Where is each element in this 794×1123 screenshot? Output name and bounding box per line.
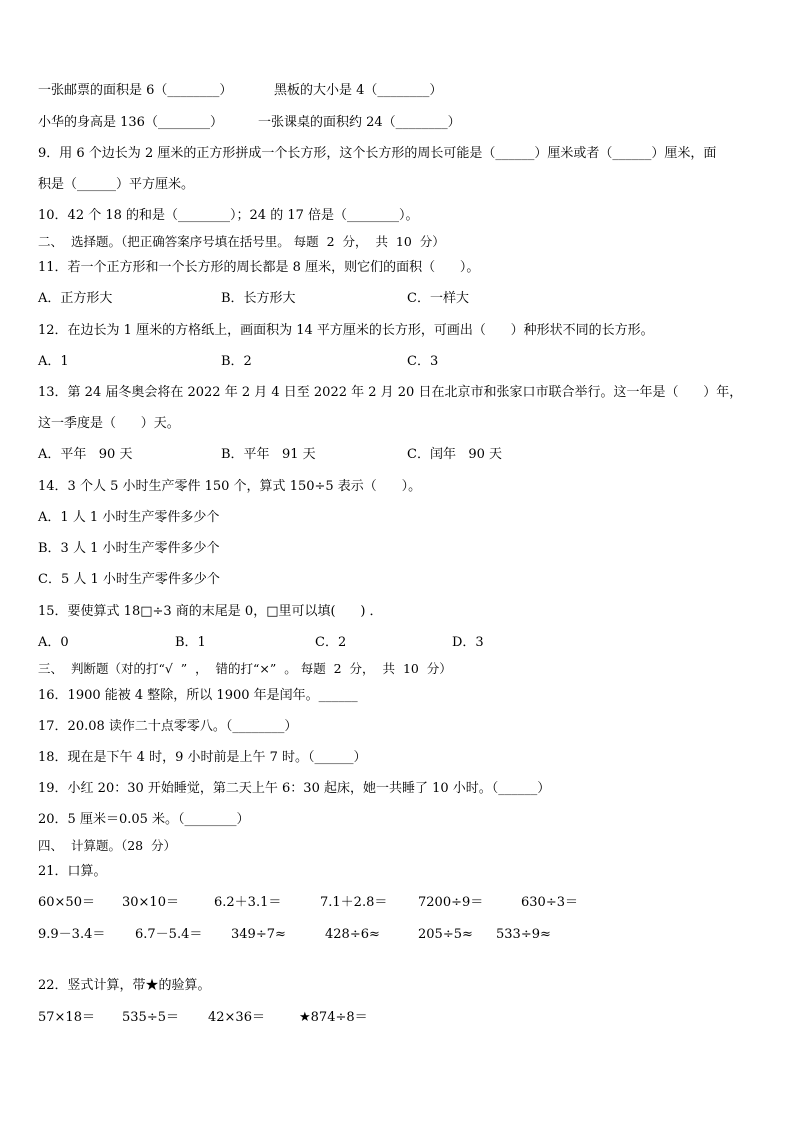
- option-c: C．闰年 90 天: [407, 447, 503, 462]
- calc-item: 6.7－5.4＝: [135, 927, 203, 942]
- question-18: 18．现在是下午 4 时，9 小时前是上午 7 时。（______）: [38, 750, 367, 765]
- option-c: C．一样大: [407, 291, 469, 306]
- calc-item: 6.2＋3.1＝: [214, 895, 282, 910]
- question-13-line-2: 这一季度是（ ）天。: [38, 416, 180, 431]
- question-14-option-b: B．3 人 1 小时生产零件多少个: [38, 541, 220, 556]
- line-blackboard-size: 黑板的大小是 4（________）: [274, 83, 443, 98]
- question-17: 17．20.08 读作二十点零零八。（________）: [38, 719, 298, 734]
- option-b: B．1: [175, 635, 206, 650]
- calc-item: 9.9－3.4＝: [38, 927, 106, 942]
- question-12: 12．在边长为 1 厘米的方格纸上，画面积为 14 平方厘米的长方形，可画出（ ）种形状不同的长方形。: [38, 323, 654, 338]
- section-3-heading: 三、 判断题（对的打“√ ” ， 错的打“×” 。 每题 2 分， 共 10 分）: [38, 661, 452, 676]
- calc-item: ★874÷8＝: [299, 1010, 368, 1025]
- calc-item: 30×10＝: [122, 895, 179, 910]
- calc-item: 349÷7≈: [231, 927, 286, 942]
- question-19: 19．小红 20：30 开始睡觉，第二天上午 6：30 起床，她一共睡了 10 小时。（______）: [38, 781, 551, 796]
- calc-item: 42×36＝: [208, 1010, 265, 1025]
- option-c: C．2: [315, 635, 347, 650]
- calc-item: 7200÷9＝: [418, 895, 484, 910]
- section-2-heading: 二、 选择题。（把正确答案序号填在括号里。 每题 2 分， 共 10 分）: [38, 234, 445, 249]
- section-4-heading: 四、 计算题。（28 分）: [38, 838, 177, 853]
- option-b: B．2: [221, 354, 252, 369]
- calc-item: 533÷9≈: [496, 927, 551, 942]
- calc-item: 60×50＝: [38, 895, 95, 910]
- question-21: 21．口算。: [38, 864, 107, 879]
- option-b: B．平年 91 天: [221, 447, 316, 462]
- calc-item: 630÷3＝: [521, 895, 578, 910]
- question-16: 16．1900 能被 4 整除，所以 1900 年是闰年。______: [38, 688, 358, 703]
- question-14-option-c: C．5 人 1 小时生产零件多少个: [38, 572, 220, 587]
- question-13-line-1: 13．第 24 届冬奥会将在 2022 年 2 月 4 日至 2022 年 2 月 20 日在北京市和张家口市联合举行。这一年是（ ）年，: [38, 385, 743, 400]
- option-b: B．长方形大: [221, 291, 296, 306]
- option-a: A．0: [38, 635, 69, 650]
- vertical-calc-row: [38, 1010, 368, 1090]
- calc-item: 7.1＋2.8＝: [320, 895, 388, 910]
- question-11: 11．若一个正方形和一个长方形的周长都是 8 厘米，则它们的面积（ ）。: [38, 260, 480, 275]
- calc-item: 428÷6≈: [325, 927, 380, 942]
- question-10: 10．42 个 18 的和是（________）；24 的 17 倍是（________）。: [38, 208, 419, 223]
- calc-item: 535÷5＝: [122, 1010, 179, 1025]
- question-22: 22．竖式计算，带★的验算。: [38, 978, 211, 993]
- line-stamp-area: 一张邮票的面积是 6（________）: [38, 83, 233, 98]
- calc-item: 205÷5≈: [418, 927, 473, 942]
- option-a: A．平年 90 天: [38, 447, 133, 462]
- option-c: C．3: [407, 354, 439, 369]
- question-20: 20．5 厘米＝0.05 米。（________）: [38, 812, 250, 827]
- line-desk-area: 一张课桌的面积约 24（________）: [258, 115, 461, 130]
- question-9-line-2: 积是（______）平方厘米。: [38, 177, 195, 192]
- option-d: D．3: [452, 635, 484, 650]
- option-a: A．1: [38, 354, 69, 369]
- question-15: 15．要使算式 18□÷3 商的末尾是 0，□里可以填( ) ．: [38, 604, 383, 619]
- question-14-option-a: A．1 人 1 小时生产零件多少个: [38, 510, 220, 525]
- option-a: A．正方形大: [38, 291, 113, 306]
- question-14: 14．3 个人 5 小时生产零件 150 个，算式 150÷5 表示（ ）。: [38, 479, 422, 494]
- question-9-line-1: 9．用 6 个边长为 2 厘米的正方形拼成一个长方形，这个长方形的周长可能是（______）厘米或者（______）厘米，面: [38, 146, 717, 161]
- calc-item: 57×18＝: [38, 1010, 95, 1025]
- line-height: 小华的身高是 136（________）: [38, 115, 223, 130]
